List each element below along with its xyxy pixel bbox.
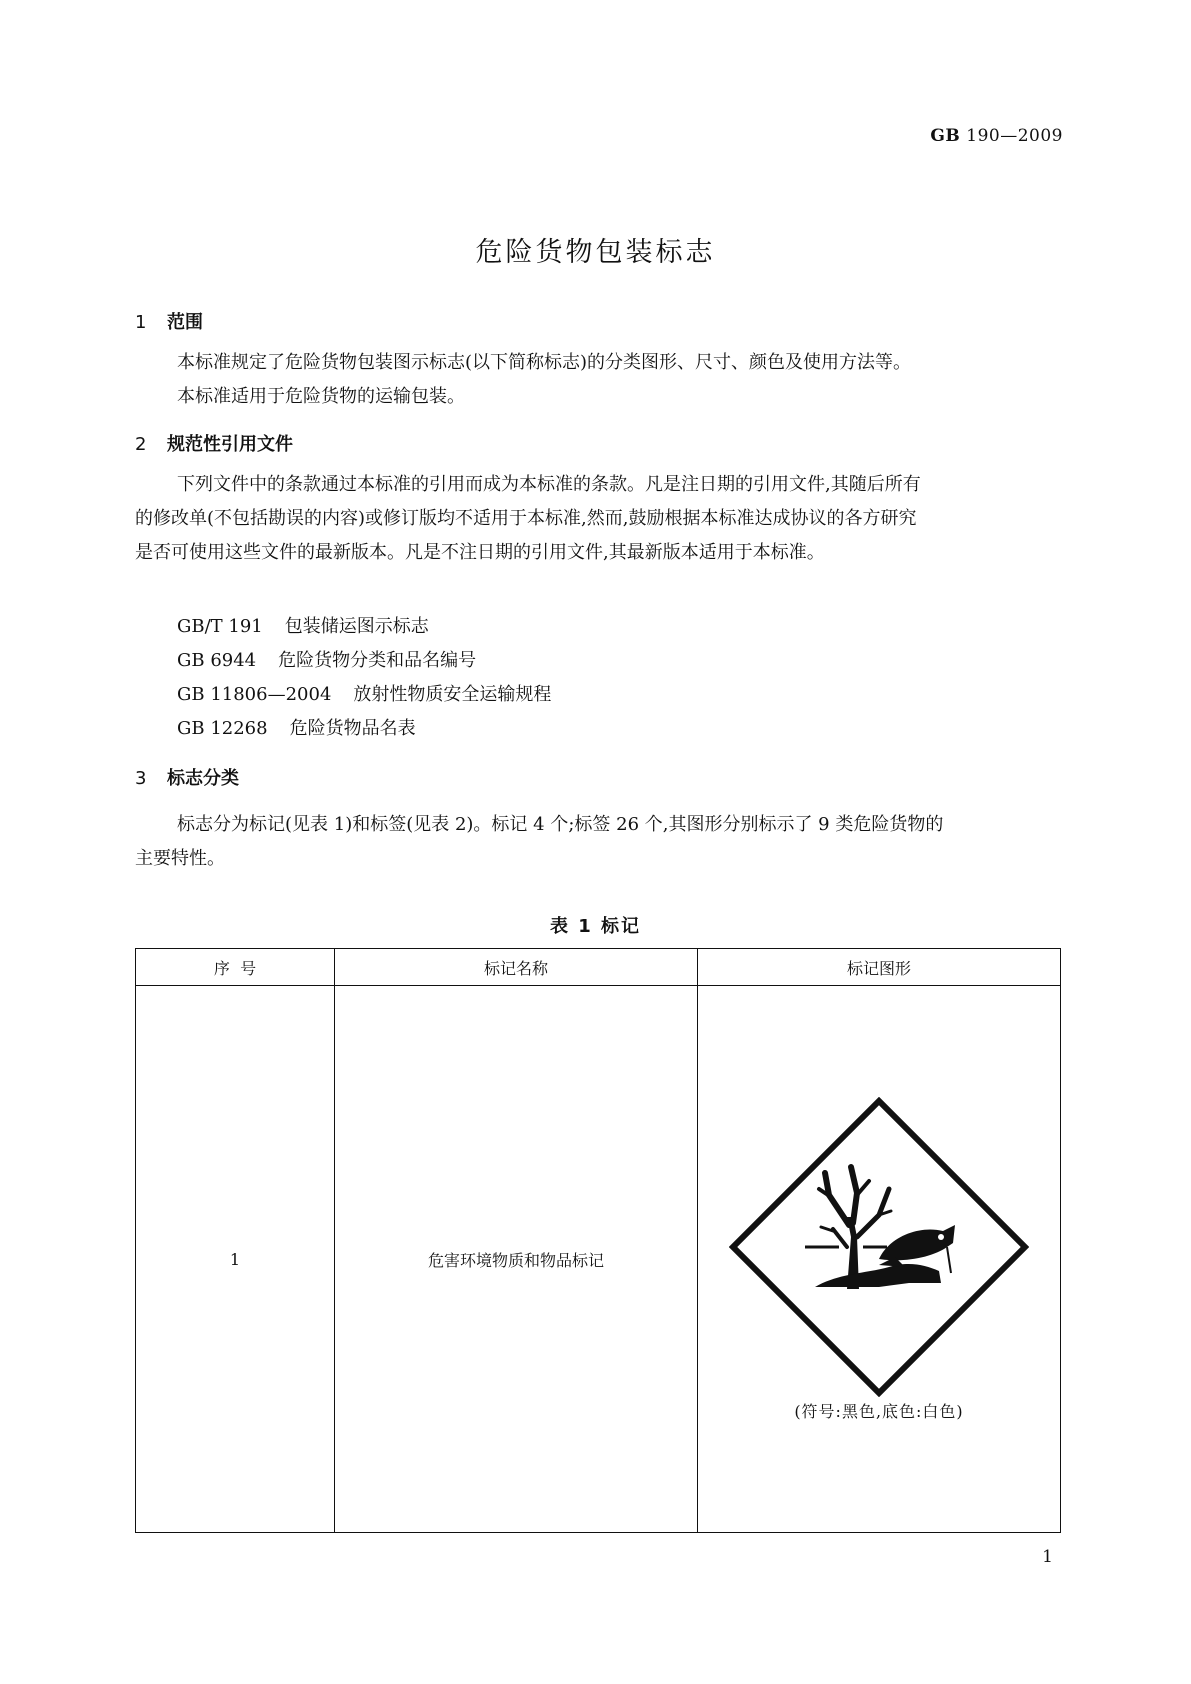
reference-item (177, 646, 476, 672)
reference-name: 危险货物分类和品名编号 (278, 650, 477, 671)
header-serial-number: 序 号 (136, 949, 335, 986)
section-2-line: 的修改单(不包括勘误的内容)或修订版均不适用于本标准,然而,鼓励根据本标准达成协议的各方研究 (135, 508, 917, 529)
header-mark-name: 标记名称 (335, 949, 698, 986)
reference-item (177, 680, 551, 706)
table-header-row (136, 949, 1061, 986)
section-2-heading (135, 430, 293, 456)
environmentally-hazardous-diamond-icon (729, 1097, 1029, 1397)
section-1-body (135, 346, 1060, 414)
section-2-title: 规范性引用文件 (167, 434, 293, 455)
row-serial-number: 1 (136, 986, 335, 1533)
section-1-paragraph-1: 本标准规定了危险货物包装图示标志(以下简称标志)的分类图形、尺寸、颜色及使用方法等。 (177, 352, 912, 373)
header-mark-graphic: 标记图形 (698, 949, 1061, 986)
reference-name: 放射性物质安全运输规程 (353, 684, 552, 705)
table-row (136, 986, 1061, 1533)
standard-code (930, 126, 1063, 146)
section-1-title: 范围 (167, 312, 203, 333)
section-2-body (135, 468, 1060, 570)
reference-code: GB/T 191 (177, 616, 263, 637)
reference-code: GB 6944 (177, 650, 257, 671)
section-2-line: 是否可使用这些文件的最新版本。凡是不注日期的引用文件,其最新版本适用于本标准。 (135, 542, 825, 563)
symbol-color-note: (符号:黑色,底色:白色) (794, 1401, 964, 1421)
document-title: 危险货物包装标志 (475, 237, 716, 268)
row-mark-graphic (698, 986, 1061, 1533)
section-3-number: 3 (135, 768, 147, 789)
section-2-line: 下列文件中的条款通过本标准的引用而成为本标准的条款。凡是注日期的引用文件,其随后所有 (177, 474, 921, 495)
section-3-line: 标志分为标记(见表 1)和标签(见表 2)。标记 4 个;标签 26 个,其图形分别标示了 9 类危险货物的 (177, 814, 944, 835)
reference-item (177, 714, 416, 740)
reference-item (177, 612, 429, 638)
section-3-title: 标志分类 (167, 768, 239, 789)
section-3-heading (135, 764, 239, 790)
section-1-heading (135, 308, 203, 334)
marks-table (135, 948, 1061, 1533)
reference-code: GB 12268 (177, 718, 268, 739)
page-number: 1 (1042, 1547, 1053, 1567)
standard-prefix: GB (930, 126, 961, 146)
standard-number: 190—2009 (966, 126, 1063, 146)
section-1-number: 1 (135, 312, 147, 333)
reference-code: GB 11806—2004 (177, 684, 332, 705)
reference-name: 危险货物品名表 (289, 718, 416, 739)
row-mark-name: 危害环境物质和物品标记 (335, 986, 698, 1533)
reference-name: 包装储运图示标志 (284, 616, 429, 637)
table-1-caption: 表 1 标记 (549, 916, 642, 937)
section-3-line: 主要特性。 (135, 848, 225, 869)
section-3-body (135, 808, 1060, 876)
section-1-paragraph-2: 本标准适用于危险货物的运输包装。 (177, 386, 465, 407)
section-2-number: 2 (135, 434, 147, 455)
